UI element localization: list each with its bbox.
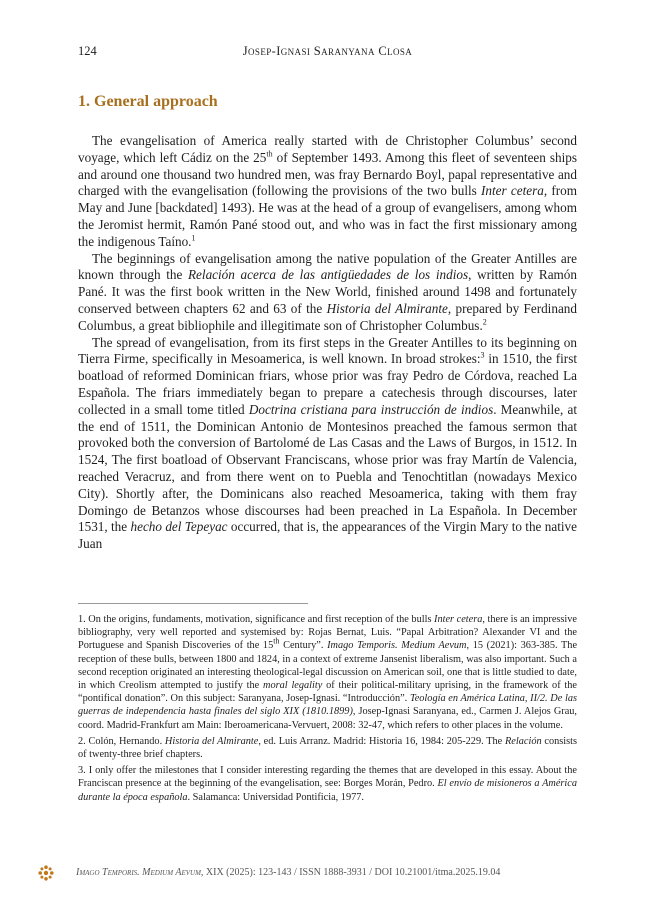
journal-details: , XIX (2025): 123-143 / ISSN 1888-3931 / DOI 10.21001/itma.2025.19.04 [200, 867, 501, 878]
italic-term: Relación acerca de las antigüedades de los indios [188, 267, 469, 283]
footnote-ref-2[interactable]: 2 [482, 317, 487, 327]
footnote-2: 2. Colón, Hernando. Historia del Almirante, ed. Luis Arranz. Madrid: Historia 16, 1984: 205-229. The Relación consists of twenty-three brief chapters. [78, 735, 577, 761]
italic-term: Doctrina cristiana para instrucción de indios [248, 401, 494, 417]
paragraph-1: The evangelisation of America really started with de Christopher Columbus’ second voyage, which left Cádiz on the 25th of September 1493. Among this fleet of seventeen ships and around one thousand two hundred men, was fray Bernardo Boyl, papal representative and charged with the evangelisation (following the provisions of the two bulls Inter cetera, from May and June [backdated] 1493). He was at the head of a group of evangelisers, among whom the Jeromist hermit, Ramón Pané stood out, and who was in fact the first missionary among the indigenous Taíno.$^1$ [78, 133, 578, 249]
paragraph-3: The spread of evangelisation, from its first steps in the Greater Antilles to its beginning on Tierra Firme, specifically in Mesoamerica, is well known. In broad strokes:$^3$ in 1510, the first boatload of reformed Dominican friars, whose prior was fray Pedro de Córdova, reached La Española. The friars immediately began to prepare a catechesis through discourses, later collected in a small tome titled Doctrina cristiana para instrucción de indios. Meanwhile, at the end of 1511, the Dominican Antonio de Montesinos preached the famous sermon that provoked both the conversion of Bartolomé de Las Casas and the Laws of Burgos, in 1512. In 1524, The first boatload of Observant Franciscans, whose prior was fray Martín de Valencia, reached Veracruz, and from there went on to Puebla and Tenochtitlan (nowadays Mexico City). Shortly after, the Dominicans also reached Mesoamerica, taking with them fray Domingo de Betanzos whose discourses had been preached in La Española. In December 1531, the hecho del Tepeyac occurred, that is, the appearances of the Virgin Mary to the native Juan [78, 334, 578, 552]
body-text [78, 133, 577, 553]
italic-term: Inter cetera [481, 183, 544, 199]
running-head: Josep-Ignasi Saranyana Closa [242, 44, 413, 58]
footnote-ref-3[interactable]: 3 [480, 350, 485, 360]
superscript-th: th [266, 149, 273, 159]
paragraph-2: The beginnings of evangelisation among the native population of the Greater Antilles are known through the Relación acerca de las antigüedades de los indios, written by Ramón Pané. It was the first book written in the New World, finished around 1498 and fortunately conserved between chapters 62 and 63 of the Historia del Almirante, prepared by Ferdinand Columbus, a great bibliophile and illegitimate son of Christopher Columbus.$^2$ [78, 250, 577, 333]
footnote-divider [78, 603, 308, 604]
footnote-3: 3. I only offer the milestones that I consider interesting regarding the themes that are developed in this essay. About the Franciscan presence at the beginning of the evangelisation, see: Borges Morán, Pedro. El envío de misioneros a América durante la época española. Salamanca: Universidad Pontificia, 1977. [78, 765, 577, 803]
journal-name: Imago Temporis. Medium Aevum [76, 867, 201, 878]
ornament-logo-icon [38, 865, 54, 881]
page-number: 124 [78, 44, 97, 58]
footnote-ref-1[interactable]: 1 [191, 233, 196, 243]
page-footer [38, 865, 598, 881]
journal-citation [76, 867, 500, 878]
page-header [78, 44, 577, 60]
italic-term: hecho del Tepeyac [130, 519, 228, 535]
section-title: 1. General approach [78, 93, 218, 110]
italic-term: Historia del Almirante [326, 300, 448, 316]
footnote-1: 1. On the origins, fundaments, motivation, significance and first reception of the bulls Inter cetera, there is an impressive bibliography, very well reported and systemised by: Rojas Bernat, Luis. “Papal Arbitration? Alexander VI and the Portuguese and Spanish Discoveries of the 15th Century”. Imago Temporis. Medium Aevum, 15 (2021): 363-385. The reception of these bulls, between 1800 and 1824, in a context of extreme Jansenist liberalism, was also important. Such a second reception originated an interesting theological-legal discussion on American soil, one that is little studied to date, in which Creolism attempted to justify the moral legality of their political-military uprising, in the framework of the “pontifical donation”. On this subject: Saranyana, Josep-Ignasi. “Introducción”. Teología en América Latina, II/2. De las guerras de independencia hasta finales del siglo XIX (1810.1899), Josep-Ignasi Saranyana, ed., Carmen J. Alejos Grau, coord. Madrid-Frankfurt am Main: Iberoamericana-Vervuert, 2008: 32-47, which refers to other places in the volume. [78, 614, 578, 731]
footnotes [78, 613, 577, 807]
